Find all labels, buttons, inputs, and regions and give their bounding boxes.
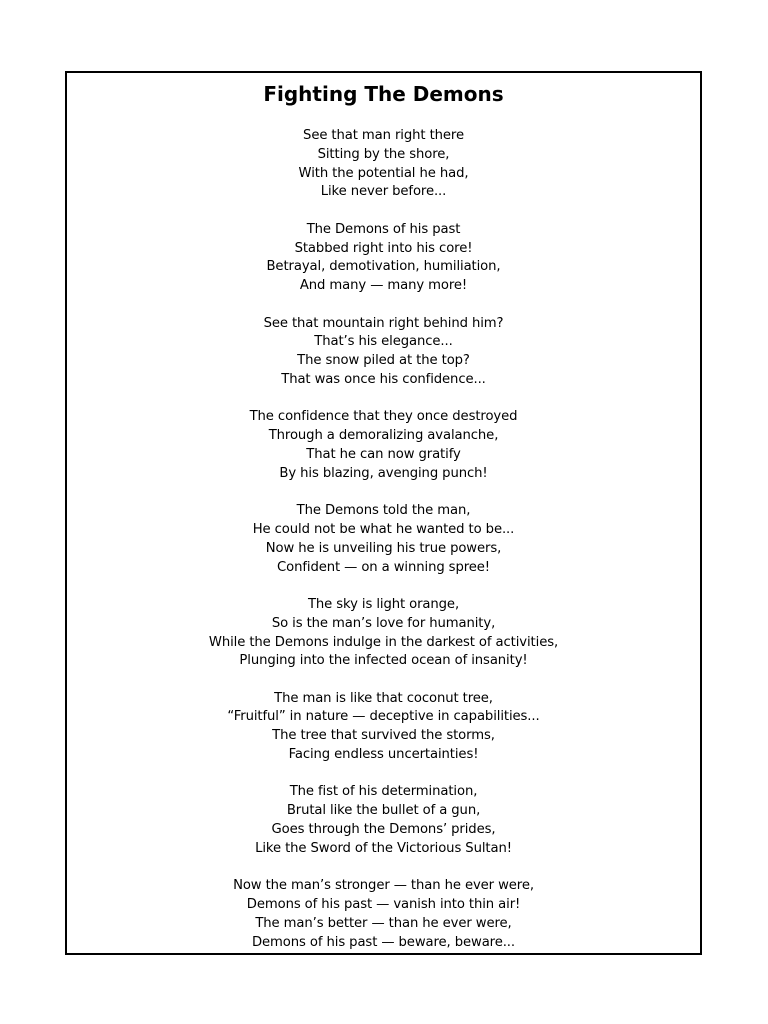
poem-line: Demons of his past — beware, beware... — [251, 934, 515, 950]
poem-line: The man is like that coconut tree, — [274, 690, 493, 706]
poem-line: See that man right there — [303, 128, 464, 143]
poem-stanza — [67, 127, 700, 202]
poem-line: With the potential he had, — [298, 165, 469, 181]
poem-line: Confident — on a winning spree! — [277, 559, 490, 575]
poem-line: Plunging into the infected ocean of insanity! — [239, 653, 528, 669]
poem-line: The tree that survived the storms, — [272, 728, 495, 744]
poem-line: While the Demons indulge in the darkest of activities, — [208, 634, 559, 650]
poem-stanza — [67, 596, 700, 671]
poem-line: The Demons of his past — [306, 221, 461, 237]
poem-line: And many — many more! — [299, 278, 468, 294]
poem-line: The Demons told the man, — [296, 503, 471, 519]
poem-line: Brutal like the bullet of a gun, — [286, 803, 481, 819]
poem-line: The sky is light orange, — [307, 596, 460, 612]
poem-stanza — [67, 315, 700, 390]
poem-line: The fist of his determination, — [289, 784, 478, 800]
poem-line: The snow piled at the top? — [297, 353, 470, 369]
poem-line: Sitting by the shore, — [317, 146, 450, 162]
poem-line: See that mountain right behind him? — [263, 315, 504, 331]
poem-line: Through a demoralizing avalanche, — [268, 428, 499, 444]
poem-line: Like never before... — [320, 184, 447, 200]
poem-line: Now the man’s stronger — than he ever were, — [233, 878, 534, 894]
poem-line: So is the man’s love for humanity, — [271, 615, 496, 631]
poem-line: Now he is unveiling his true powers, — [265, 540, 502, 556]
poem-line: That he can now gratify — [306, 446, 461, 462]
poem-line: The confidence that they once destroyed — [249, 409, 518, 425]
poem-line: He could not be what he wanted to be... — [252, 521, 515, 537]
poem-title: Fighting The Demons — [263, 82, 504, 106]
poem-line: Goes through the Demons’ prides, — [271, 822, 496, 838]
page-border — [65, 71, 702, 955]
poem-stanza — [67, 408, 700, 483]
poem-line: That was once his confidence... — [281, 371, 486, 387]
poem-stanza — [67, 221, 700, 296]
poem-stanza — [67, 783, 700, 858]
poem-line: Demons of his past — vanish into thin air! — [246, 897, 521, 913]
poem-line: Like the Sword of the Victorious Sultan! — [255, 840, 512, 856]
poem-stanza — [67, 877, 700, 952]
poem-line: Stabbed right into his core! — [294, 240, 473, 256]
poem-line: By his blazing, avenging punch! — [279, 465, 488, 481]
poem-stanza — [67, 690, 700, 765]
poem-stanza — [67, 502, 700, 577]
poem-line: That’s his elegance... — [314, 334, 453, 350]
poem-body — [67, 127, 700, 971]
poem-line: Betrayal, demotivation, humiliation, — [266, 259, 501, 275]
poem-line: “Fruitful” in nature — deceptive in capabilities... — [227, 709, 540, 725]
poem-line: Facing endless uncertainties! — [288, 747, 479, 763]
poem-line: The man’s better — than he ever were, — [255, 915, 512, 931]
